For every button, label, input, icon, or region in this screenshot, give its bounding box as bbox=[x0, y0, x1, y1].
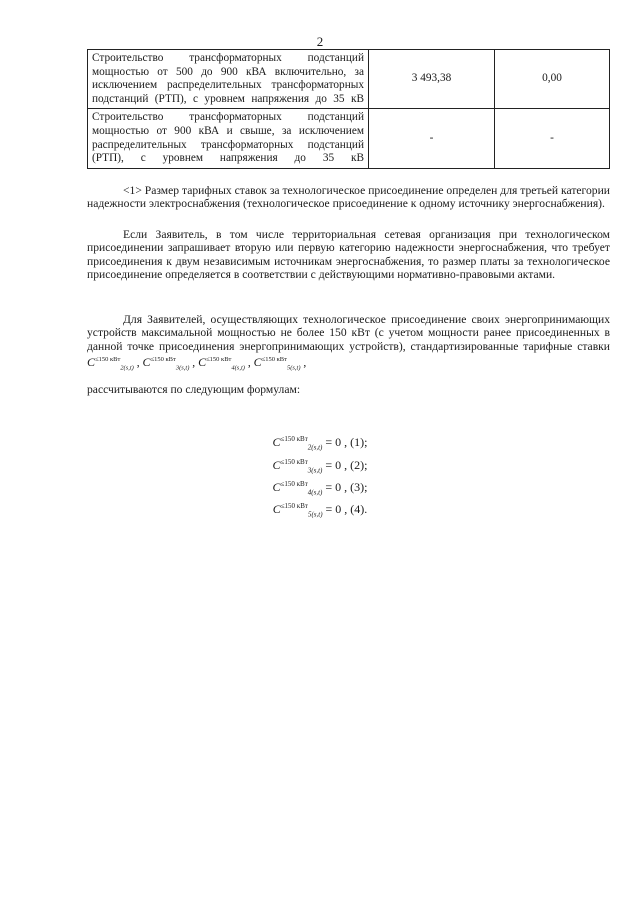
formula-2: $C^{\le 150 кВт}_{3(s,t)} = 0$ , (2); bbox=[272, 458, 368, 475]
footnote bbox=[87, 184, 610, 211]
formula-4: $C^{\le 150 кВт}_{5(s,t)} = 0$ , (4). bbox=[272, 502, 368, 519]
table-row bbox=[88, 50, 610, 109]
rate-symbol-2: $C^{\le 150 кВт}_{2(s,t)}$ bbox=[87, 355, 134, 372]
table-cell-description bbox=[88, 50, 369, 109]
paragraph-tariff-rates-text: Для Заявителей, осуществляющих технологическое присоединение своих энергопринимающих устройств максимальной мощностью не более 150 кВт (с учетом мощности ранее присоединенных в данной точке присоединения энергопринимающих устройств), стандартизированные тарифные ставки bbox=[87, 313, 610, 353]
formula-3: $C^{\le 150 кВт}_{4(s,t)} = 0$ , (3); bbox=[272, 480, 368, 497]
formula-3-rhs: = 0 , (3); bbox=[325, 480, 368, 494]
rate-symbol-3: $C^{\le 150 кВт}_{3(s,t)}$ bbox=[142, 355, 190, 372]
rate-symbol-4: $C^{\le 150 кВт}_{4(s,t)}$ bbox=[198, 355, 245, 372]
table-cell-value: - bbox=[369, 109, 495, 168]
table-row bbox=[88, 109, 610, 168]
formula-1-rhs: = 0 , (1); bbox=[325, 435, 368, 449]
formula-2-rhs: = 0 , (2); bbox=[325, 458, 368, 472]
page-number: 2 bbox=[316, 34, 324, 49]
table-cell-value: - bbox=[495, 109, 610, 168]
footnote-text: <1> Размер тарифных ставок за технологическое присоединение определен для третьей категории надежности электроснабжения (технологическое присоединение к одному источнику энергоснабжения). bbox=[87, 184, 610, 211]
formula-1: $C^{\le 150 кВт}_{2(s,t)} = 0$ , (1); bbox=[272, 435, 368, 452]
paragraph-reliability-text: Если Заявитель, в том числе территориальная сетевая организация при технологическом присоединении запрашивает вторую или первую категорию надежности энергоснабжения, что требует присоединения к двум независимым источникам энергоснабжения, то размер платы за технологическое присоединение определяется в соответствии с действующими нормативно-правовыми актами. bbox=[87, 228, 610, 282]
table-cell-description bbox=[88, 109, 369, 168]
paragraph-reliability bbox=[87, 228, 610, 282]
row-1-description: Строительство трансформаторных подстанций мощностью от 500 до 900 кВА включительно, за исключением распределительных трансформаторных подстанций (РТП), с уровнем напряжения до 35 кВ bbox=[92, 52, 364, 105]
table-cell-value: 3 493,38 bbox=[369, 50, 495, 109]
paragraph-ending: рассчитываются по следующим формулам: bbox=[87, 383, 301, 396]
paragraph-tariff-rates: Для Заявителей, осуществляющих технологическое присоединение своих энергопринимающих устройств максимальной мощностью не более 150 кВт (с учетом мощности ранее присоединенных в данной точке присоединения энергопринимающих устройств), стандартизированные тарифные ставки $C^{\le 150 кВт}_{2(s,t)}$ , $C^{\le 150 кВт}_{3(s,t)}$ , $C^{\le 150 кВт}_{4(s,t)}$ , $C^{\le 150 кВт}_{5(s,t)}$ , bbox=[87, 313, 610, 372]
tariff-table bbox=[87, 49, 610, 169]
rate-symbol-5: $C^{\le 150 кВт}_{5(s,t)}$ bbox=[253, 355, 301, 372]
formula-4-rhs: = 0 , (4). bbox=[325, 502, 368, 516]
table-cell-value: 0,00 bbox=[495, 50, 610, 109]
row-2-description: Строительство трансформаторных подстанций мощностью от 900 кВА и свыше, за исключением распределительных трансформаторных подстанций (РТП), с уровнем напряжения до 35 кВ bbox=[92, 111, 364, 165]
